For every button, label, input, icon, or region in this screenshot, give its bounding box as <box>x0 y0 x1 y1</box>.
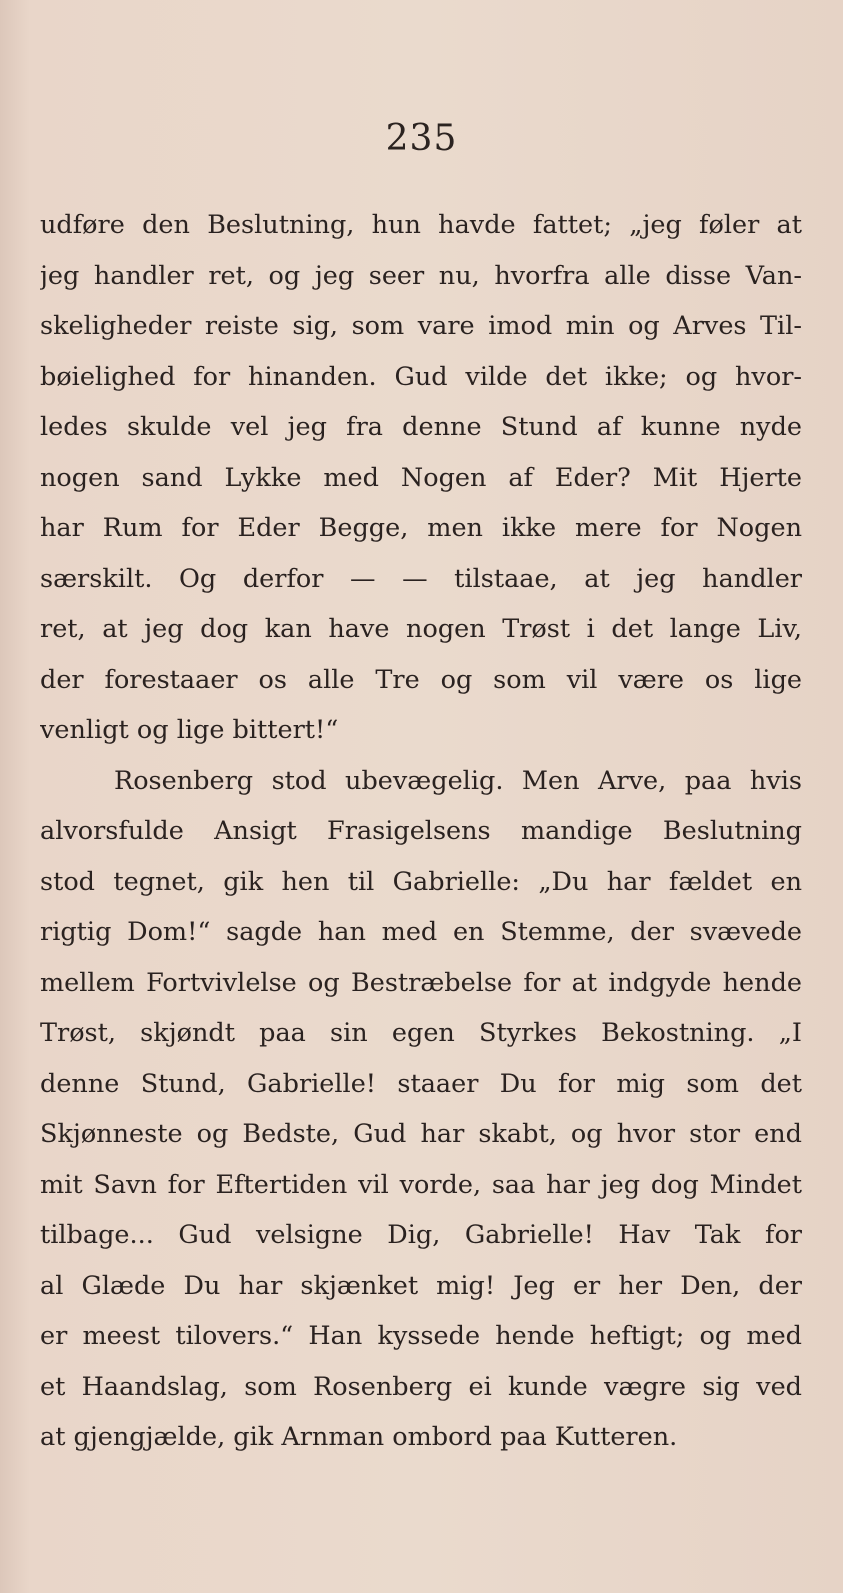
text-line: ret, at jeg dog kan have nogen Trøst i det lange Liv, <box>40 614 802 644</box>
text-line: mellem Fortvivlelse og Bestræbelse for at indgyde hende <box>40 967 802 998</box>
text-line: et Haandslag, som Rosenberg ei kunde vægre sig ved <box>40 1371 802 1402</box>
text-line: ledes skulde vel jeg fra denne Stund af kunne nyde <box>40 412 802 442</box>
text-line: Skjønneste og Bedste, Gud har skabt, og hvor stor end <box>40 1119 802 1149</box>
text-line: Rosenberg stod ubevægelig. Men Arve, paa hvis <box>114 765 802 796</box>
text-line: bøielighed for hinanden. Gud vilde det ikke; og hvor- <box>40 361 802 392</box>
text-line: mit Savn for Eftertiden vil vorde, saa har jeg dog Mindet <box>40 1169 802 1200</box>
text-line: skeligheder reiste sig, som vare imod min og Arves Til- <box>40 311 802 341</box>
text-line: nogen sand Lykke med Nogen af Eder? Mit Hjerte <box>40 462 802 493</box>
text-line: stod tegnet, gik hen til Gabrielle: „Du har fældet en <box>40 866 802 897</box>
text-line: Trøst, skjøndt paa sin egen Styrkes Bekostning. „I <box>40 1018 802 1048</box>
text-line: venligt og lige bittert!“ <box>40 715 339 745</box>
text-line: udføre den Beslutning, hun havde fattet; „jeg føler at <box>40 210 802 240</box>
text-line: al Glæde Du har skjænket mig! Jeg er her Den, der <box>40 1270 802 1301</box>
body-text <box>40 200 802 1463</box>
text-line: der forestaaer os alle Tre og som vil være os lige <box>40 664 802 695</box>
text-line: særskilt. Og derfor — — tilstaae, at jeg handler <box>40 563 802 594</box>
text-line: alvorsfulde Ansigt Frasigelsens mandige Beslutning <box>40 816 802 846</box>
text-line: at gjengjælde, gik Arnman ombord paa Kutteren. <box>40 1422 678 1452</box>
text-line: har Rum for Eder Begge, men ikke mere for Nogen <box>40 513 802 543</box>
text-line: denne Stund, Gabrielle! staaer Du for mig som det <box>40 1068 802 1099</box>
page-number: 235 <box>385 118 458 159</box>
text-line: tilbage... Gud velsigne Dig, Gabrielle! Hav Tak for <box>40 1220 802 1250</box>
text-line: rigtig Dom!“ sagde han med en Stemme, der svævede <box>40 917 802 947</box>
text-line: jeg handler ret, og jeg seer nu, hvorfra alle disse Van- <box>40 260 802 291</box>
text-line: er meest tilovers.“ Han kyssede hende heftigt; og med <box>40 1321 802 1351</box>
